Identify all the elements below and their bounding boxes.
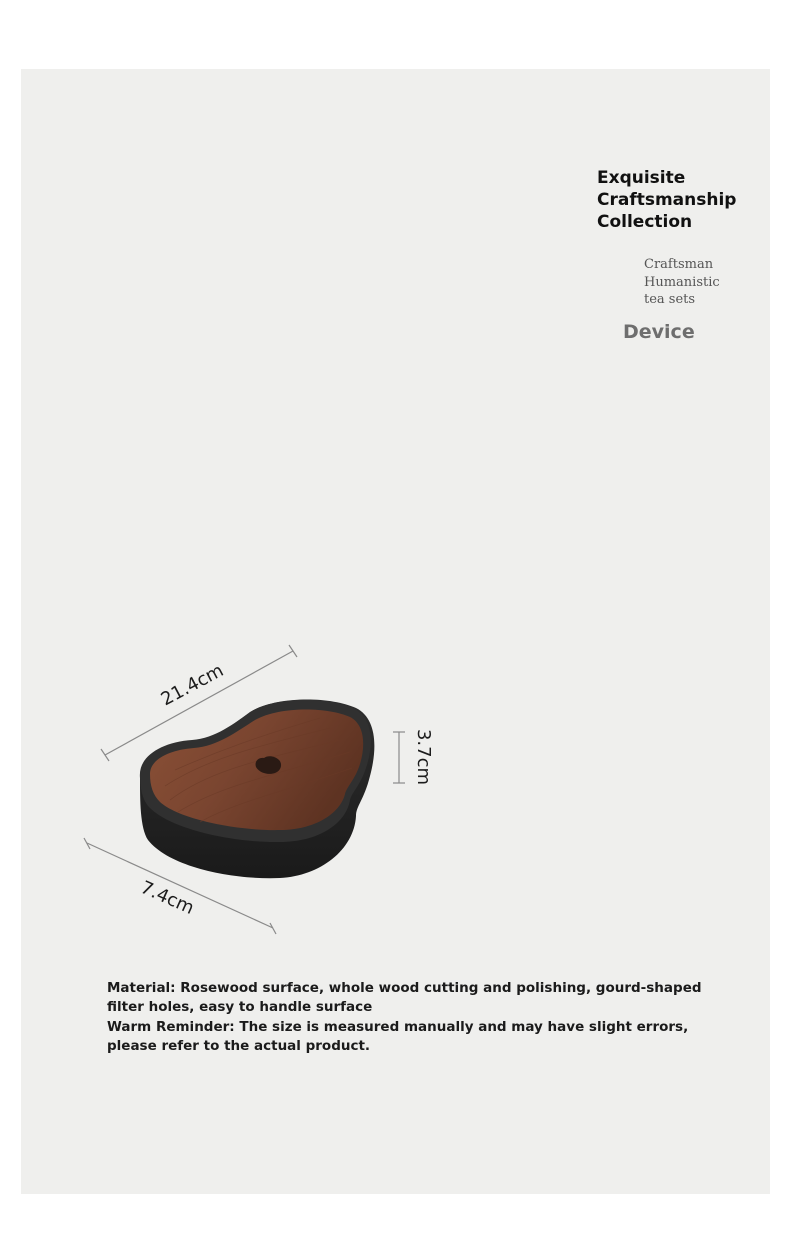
- title-line: Exquisite: [597, 168, 686, 188]
- length-label: 21.4cm: [157, 660, 228, 711]
- subtitle-line: Humanistic: [644, 274, 720, 290]
- height-dimension-line: [393, 732, 405, 783]
- wood-insert: [150, 709, 363, 830]
- product-description: [107, 979, 727, 1057]
- width-label: 7.4cm: [137, 876, 198, 919]
- title-line: Craftsmanship: [597, 190, 737, 210]
- device-label: Device: [623, 321, 695, 343]
- material-text: Material: Rosewood surface, whole wood cutting and polishing, gourd-shaped filter holes, easy to handle surface: [107, 980, 702, 1015]
- tea-tray-illustration: [70, 630, 470, 960]
- reminder-text: Warm Reminder: The size is measured manually and may have slight errors, please refer to the actual product.: [107, 1019, 689, 1054]
- title-line: Collection: [597, 212, 693, 232]
- collection-title: [597, 167, 777, 233]
- subtitle-line: Craftsman: [644, 257, 714, 272]
- height-label: 3.7cm: [413, 728, 434, 786]
- collection-subtitle: [644, 256, 764, 309]
- subtitle-line: tea sets: [644, 292, 696, 307]
